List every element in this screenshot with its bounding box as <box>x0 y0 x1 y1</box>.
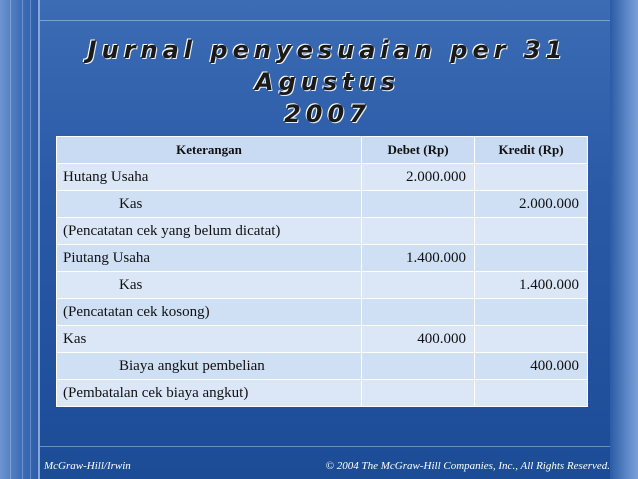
cell-kredit: 1.400.000 <box>475 272 588 299</box>
header-keterangan: Keterangan <box>57 137 362 164</box>
cell-debet <box>362 272 475 299</box>
cell-kredit <box>475 380 588 407</box>
cell-keterangan: (Pembatalan cek biaya angkut) <box>57 380 362 407</box>
decor-line <box>30 0 31 479</box>
table-row <box>57 191 588 218</box>
cell-debet <box>362 299 475 326</box>
cell-debet <box>362 353 475 380</box>
table-row <box>57 164 588 191</box>
journal-table <box>56 136 588 407</box>
footer-copyright: © 2004 The McGraw-Hill Companies, Inc., All Rights Reserved. <box>325 460 610 472</box>
cell-kredit <box>475 218 588 245</box>
footer-publisher: McGraw-Hill/Irwin <box>44 460 131 472</box>
cell-kredit: 2.000.000 <box>475 191 588 218</box>
cell-keterangan: Kas <box>57 191 362 218</box>
cell-debet: 400.000 <box>362 326 475 353</box>
cell-keterangan: Hutang Usaha <box>57 164 362 191</box>
cell-kredit <box>475 299 588 326</box>
table-header-row <box>57 137 588 164</box>
decor-line <box>10 0 11 479</box>
cell-keterangan: Piutang Usaha <box>57 245 362 272</box>
table-row <box>57 272 588 299</box>
cell-kredit <box>475 164 588 191</box>
cell-kredit <box>475 326 588 353</box>
cell-debet <box>362 218 475 245</box>
slide-title <box>55 34 600 130</box>
right-decor-bar <box>610 0 638 479</box>
slide-title-line1: Jurnal penyesuaian per 31 Agustus <box>87 36 568 96</box>
decor-line <box>40 20 610 21</box>
cell-debet <box>362 191 475 218</box>
header-kredit: Kredit (Rp) <box>475 137 588 164</box>
table-row <box>57 218 588 245</box>
left-decor-bar <box>0 0 40 479</box>
cell-kredit: 400.000 <box>475 353 588 380</box>
cell-keterangan: Kas <box>57 326 362 353</box>
cell-keterangan: Kas <box>57 272 362 299</box>
slide-title-line2: 2007 <box>284 100 371 128</box>
table-row <box>57 380 588 407</box>
decor-line <box>40 446 610 447</box>
header-debet: Debet (Rp) <box>362 137 475 164</box>
cell-kredit <box>475 245 588 272</box>
cell-keterangan: (Pencatatan cek kosong) <box>57 299 362 326</box>
cell-keterangan: Biaya angkut pembelian <box>57 353 362 380</box>
cell-debet: 2.000.000 <box>362 164 475 191</box>
cell-debet: 1.400.000 <box>362 245 475 272</box>
table-row <box>57 326 588 353</box>
slide-footer <box>0 448 638 479</box>
cell-keterangan: (Pencatatan cek yang belum dicatat) <box>57 218 362 245</box>
decor-line <box>22 0 23 479</box>
cell-debet <box>362 380 475 407</box>
table-row <box>57 353 588 380</box>
table-row <box>57 299 588 326</box>
table-row <box>57 245 588 272</box>
